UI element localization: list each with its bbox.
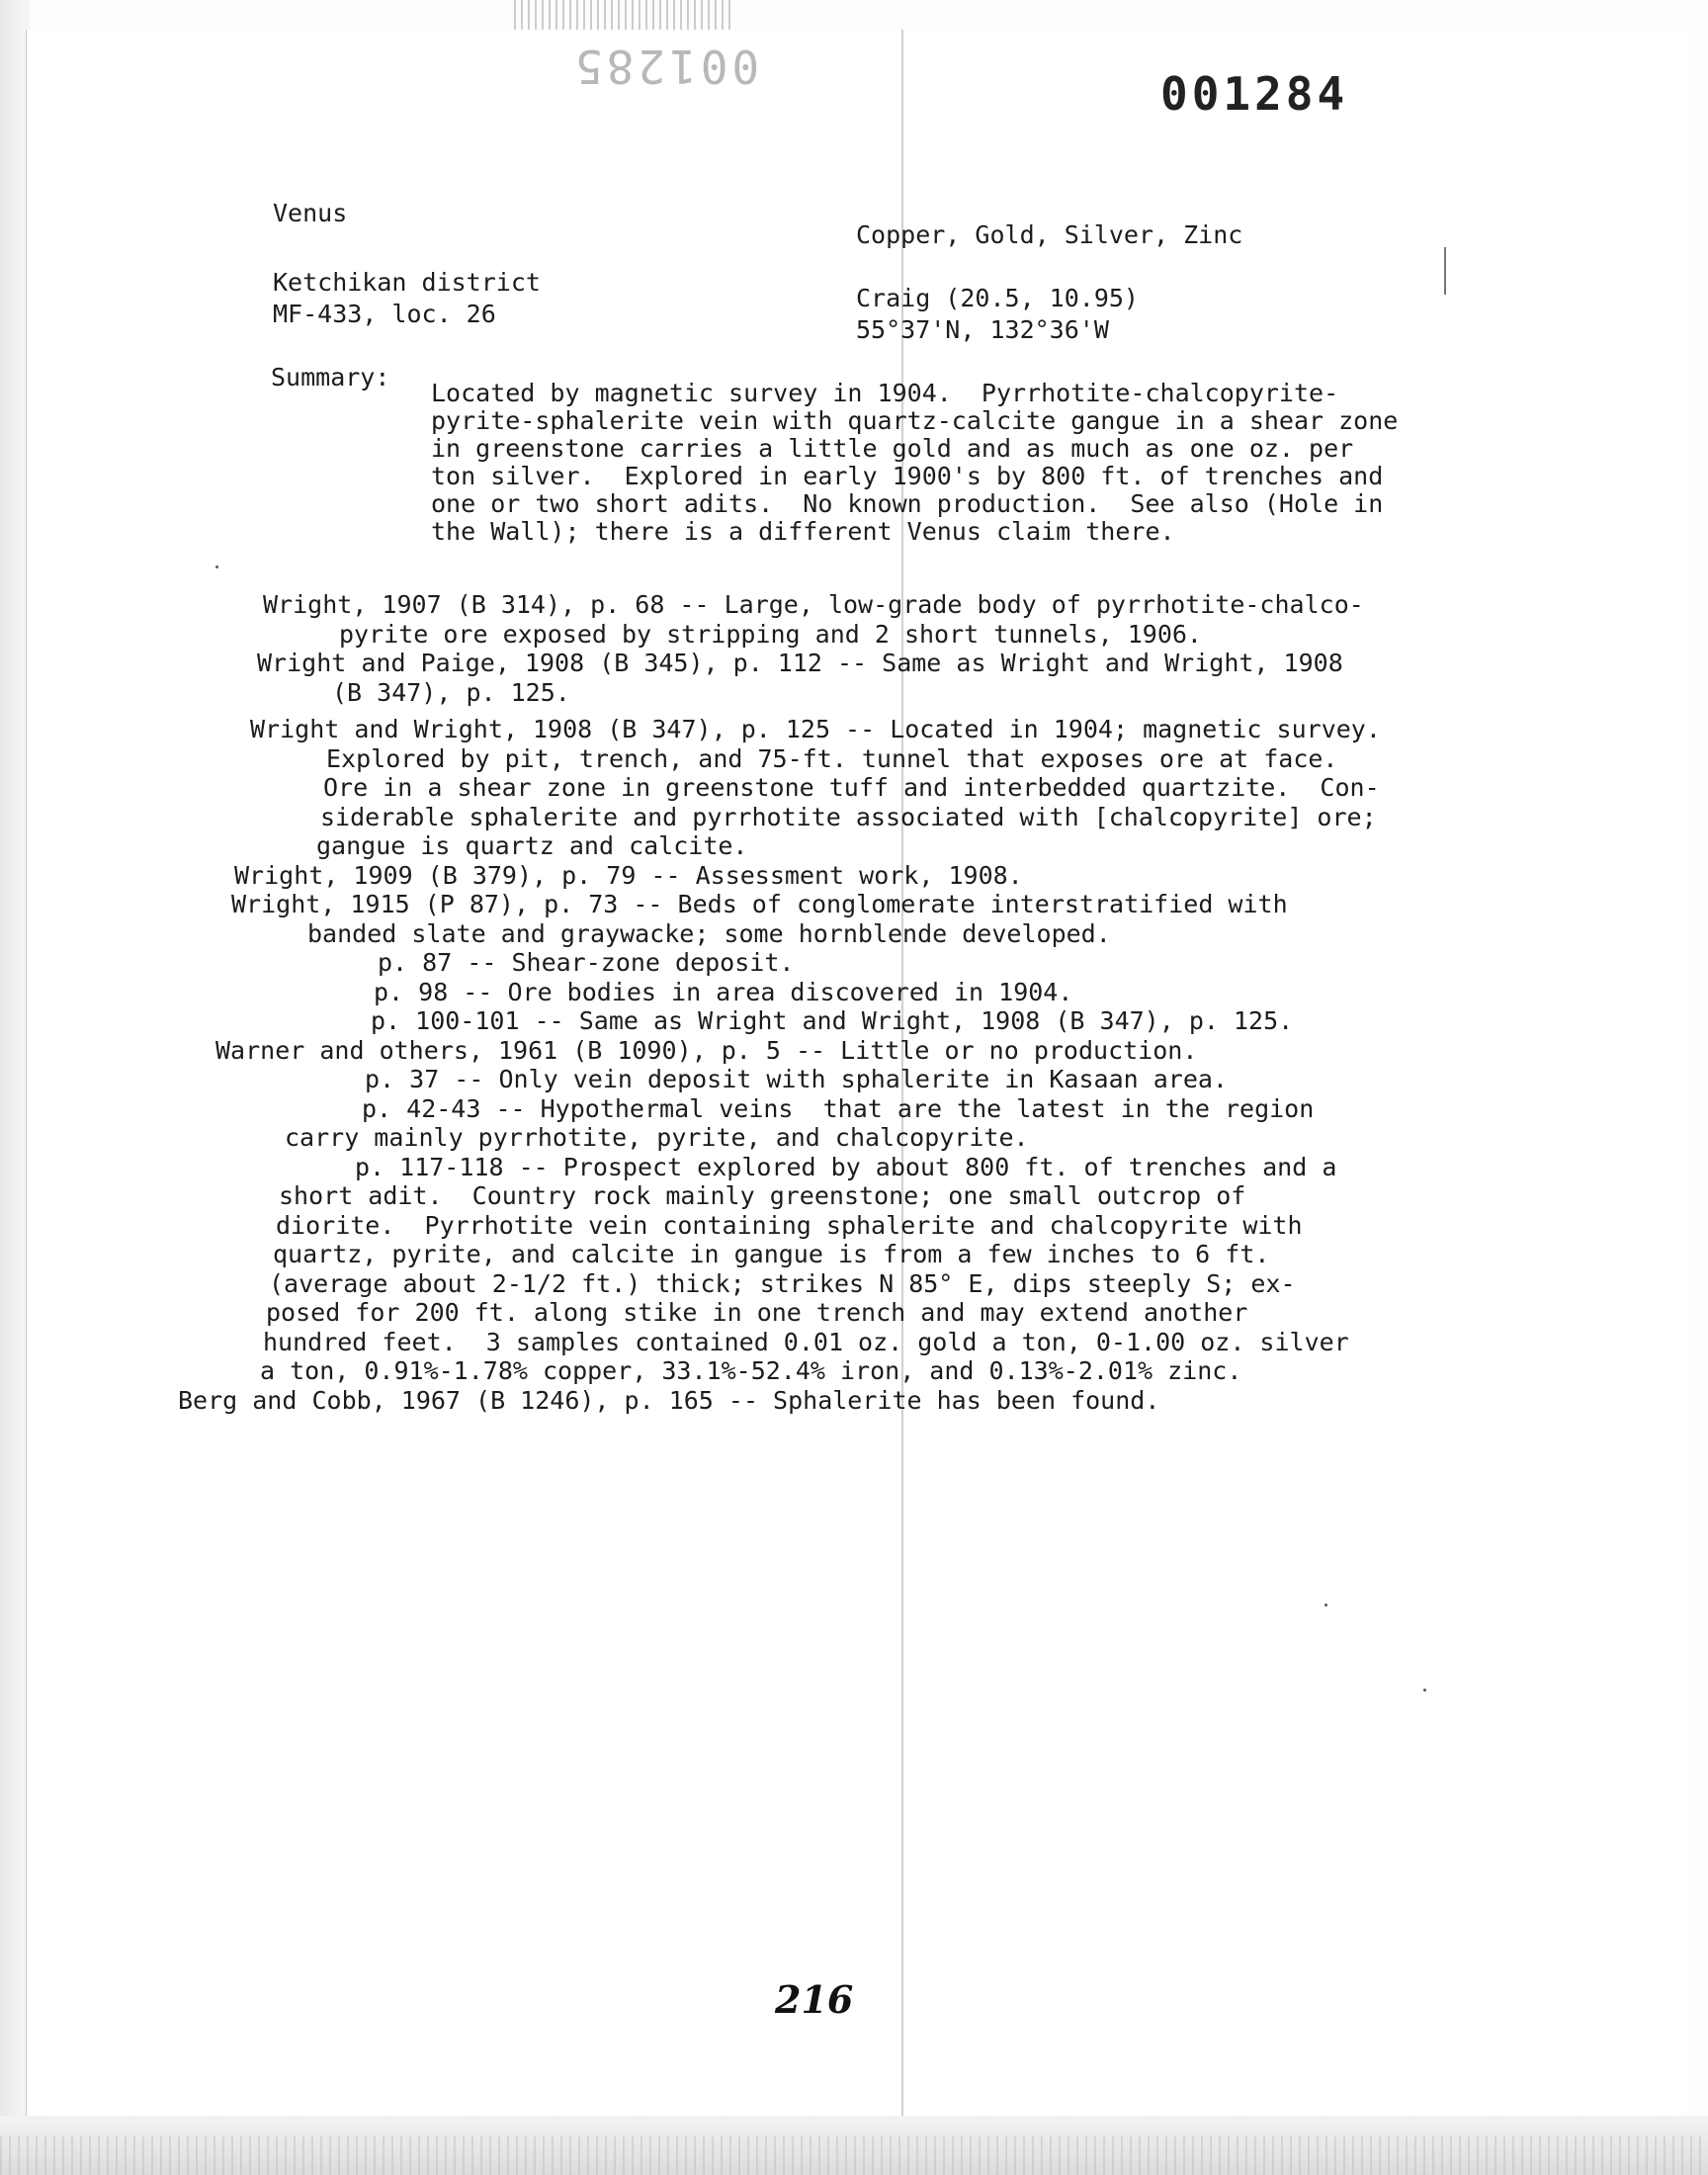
speck bbox=[1423, 1689, 1426, 1692]
coordinates: 55°37'N, 132°36'W bbox=[856, 315, 1109, 344]
reference-line: Wright and Wright, 1908 (B 347), p. 125 -- Located in 1904; magnetic survey. bbox=[250, 715, 1381, 743]
summary-line: Located by magnetic survey in 1904. Pyrrhotite-chalcopyrite- bbox=[431, 379, 1339, 407]
stamp-number: 001284 bbox=[1160, 67, 1349, 121]
reference-line: siderable sphalerite and pyrrhotite associated with [chalcopyrite] ore; bbox=[320, 803, 1377, 831]
speck bbox=[215, 566, 218, 568]
reference-line: p. 87 -- Shear-zone deposit. bbox=[378, 948, 795, 977]
summary-line: pyrite-sphalerite vein with quartz-calcite gangue in a shear zone bbox=[431, 406, 1399, 435]
reference-line: Explored by pit, trench, and 75-ft. tunnel that exposes ore at face. bbox=[326, 744, 1338, 773]
handwritten-page-number: 216 bbox=[775, 1977, 854, 2022]
scan-artifact-top bbox=[514, 0, 731, 30]
reference-line: Warner and others, 1961 (B 1090), p. 5 -- Little or no production. bbox=[215, 1036, 1198, 1065]
reference-line: Wright and Paige, 1908 (B 345), p. 112 -- Same as Wright and Wright, 1908 bbox=[257, 649, 1343, 677]
reference-line: carry mainly pyrrhotite, pyrite, and chalcopyrite. bbox=[285, 1123, 1029, 1152]
speck bbox=[1324, 1604, 1327, 1607]
reference-line: Wright, 1909 (B 379), p. 79 -- Assessment work, 1908. bbox=[234, 861, 1023, 890]
deposit-name: Venus bbox=[273, 199, 348, 227]
stamp-ghost-number: 001285 bbox=[571, 40, 760, 93]
district: Ketchikan district bbox=[273, 268, 541, 297]
reference-line: p. 100-101 -- Same as Wright and Wright, 1908 (B 347), p. 125. bbox=[371, 1006, 1294, 1035]
reference-line: p. 37 -- Only vein deposit with sphalerite in Kasaan area. bbox=[365, 1065, 1228, 1093]
reference-line: gangue is quartz and calcite. bbox=[316, 831, 748, 860]
reference-line: pyrite ore exposed by stripping and 2 short tunnels, 1906. bbox=[339, 620, 1202, 649]
reference-line: short adit. Country rock mainly greenstone; one small outcrop of bbox=[279, 1181, 1246, 1210]
reference-line: Berg and Cobb, 1967 (B 1246), p. 165 -- Sphalerite has been found. bbox=[178, 1386, 1160, 1415]
summary-line: the Wall); there is a different Venus claim there. bbox=[431, 517, 1175, 546]
reference-line: Wright, 1915 (P 87), p. 73 -- Beds of conglomerate interstratified with bbox=[231, 890, 1288, 918]
reference-line: hundred feet. 3 samples contained 0.01 oz. gold a ton, 0-1.00 oz. silver bbox=[263, 1328, 1349, 1356]
commodities: Copper, Gold, Silver, Zinc bbox=[856, 220, 1243, 249]
summary-label: Summary: bbox=[271, 363, 390, 392]
scan-artifact-bottom bbox=[0, 2135, 1708, 2175]
reference-line: (B 347), p. 125. bbox=[332, 678, 570, 707]
summary-line: in greenstone carries a little gold and as much as one oz. per bbox=[431, 434, 1354, 463]
summary-line: ton silver. Explored in early 1900's by 800 ft. of trenches and bbox=[431, 462, 1384, 490]
reference-line: (average about 2-1/2 ft.) thick; strikes N 85° E, dips steeply S; ex- bbox=[269, 1269, 1296, 1298]
summary-line: one or two short adits. No known production. See also (Hole in bbox=[431, 489, 1384, 518]
reference-line: banded slate and graywacke; some hornblende developed. bbox=[307, 919, 1111, 948]
reference-line: diorite. Pyrrhotite vein containing sphalerite and chalcopyrite with bbox=[276, 1211, 1303, 1240]
reference-line: quartz, pyrite, and calcite in gangue is from a few inches to 6 ft. bbox=[273, 1240, 1270, 1268]
reference-line: posed for 200 ft. along stike in one trench and may extend another bbox=[266, 1298, 1248, 1327]
quadrangle: Craig (20.5, 10.95) bbox=[856, 284, 1139, 312]
reference-line: p. 42-43 -- Hypothermal veins that are the latest in the region bbox=[362, 1094, 1315, 1123]
reference-line: Ore in a shear zone in greenstone tuff and interbedded quartzite. Con- bbox=[323, 773, 1380, 802]
reference-line: Wright, 1907 (B 314), p. 68 -- Large, low-grade body of pyrrhotite-chalco- bbox=[263, 590, 1364, 619]
margin-tick-mark bbox=[1444, 247, 1446, 295]
reference-line: a ton, 0.91%-1.78% copper, 33.1%-52.4% iron, and 0.13%-2.01% zinc. bbox=[260, 1356, 1242, 1385]
map-reference: MF-433, loc. 26 bbox=[273, 300, 496, 328]
reference-line: p. 117-118 -- Prospect explored by about 800 ft. of trenches and a bbox=[355, 1153, 1337, 1181]
reference-line: p. 98 -- Ore bodies in area discovered in 1904. bbox=[374, 978, 1073, 1006]
